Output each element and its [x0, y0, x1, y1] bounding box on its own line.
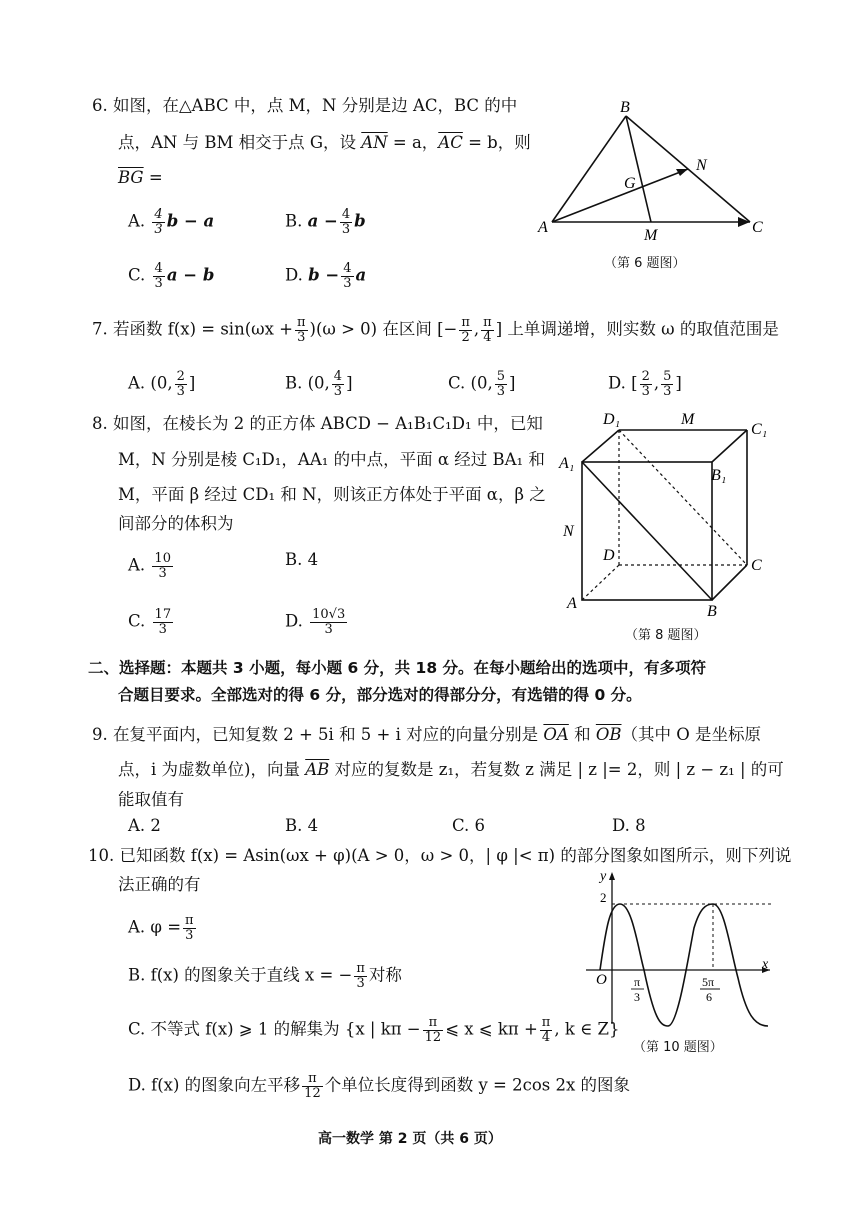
q9-option-d: D. 8 — [612, 816, 646, 835]
tick-pi-3-den: 3 — [634, 990, 640, 1004]
q6-option-a: A. $\frac{4}{3}$ b − a — [128, 207, 215, 237]
q8-line2: M，N 分别是棱 C₁D₁，AA₁ 的中点，平面 α 经过 BA₁ 和 — [118, 450, 545, 469]
label-two: 2 — [600, 890, 607, 905]
q7-stem: 7. 若函数 f(x) = sin(ωx + $\frac{\pi}{3}$ )(ω > 0) 在区间 [− $\frac{\pi}{2}$ , $\frac{\pi}{4}$ ] 上单调递增，则实数 ω 的取值范围是 — [92, 315, 779, 345]
q9-option-c: C. 6 — [452, 816, 486, 835]
q6-line1: 6. 如图，在△ABC 中，点 M，N 分别是边 AC，BC 的中 — [92, 96, 518, 115]
label-m: M — [681, 411, 695, 428]
q7-option-d: D. [ $\frac{2}{3}$ , $\frac{5}{3}$ ] — [608, 369, 682, 399]
q8-line4: 间部分的体积为 — [118, 514, 234, 533]
q6-option-c: C. $\frac{4}{3}$ a − b — [128, 261, 215, 291]
label-n: N — [696, 157, 707, 174]
label-b: B — [620, 99, 630, 116]
q9-line2: 点，i 为虚数单位)，向量 $\overline{AB}$ 对应的复数是 z₁，若复数 z 满足 | z |= 2，则 | z − z₁ | 的可 — [118, 760, 784, 779]
tick-pi-3-num: π — [634, 975, 641, 989]
page-footer: 高一数学 第 2 页（共 6 页） — [318, 1131, 502, 1147]
label-d1: D₁ — [603, 411, 621, 428]
q9-option-a: A. 2 — [128, 816, 161, 835]
q10-line2: 法正确的有 — [118, 875, 201, 894]
label-x: x — [762, 957, 769, 972]
label-c: C — [751, 557, 762, 574]
q8-line3: M，平面 β 经过 CD₁ 和 N，则该正方体处于平面 α，β 之 — [118, 485, 546, 504]
q8-cube-figure — [555, 410, 815, 620]
q10-sine-graph — [578, 868, 778, 1028]
q10-caption: （第 10 题图） — [633, 1040, 723, 1055]
q6-caption: （第 6 题图） — [604, 256, 686, 271]
q8-option-c: C. $\frac{17}{3}$ — [128, 607, 172, 637]
q10-option-b: B. f(x) 的图象关于直线 x = − $\frac{\pi}{3}$ 对称 — [128, 961, 402, 991]
q8-option-b: B. 4 — [285, 550, 319, 569]
tick-5pi-6-den: 6 — [706, 990, 712, 1004]
label-a1: A₁ — [559, 455, 575, 472]
q8-caption: （第 8 题图） — [625, 628, 707, 643]
label-o: O — [596, 972, 607, 988]
q10-option-c: C. 不等式 f(x) ⩾ 1 的解集为 {x | kπ − $\frac{\pi}{12}$ ⩽ x ⩽ kπ + $\frac{\pi}{4}$ , k ∈ Z} — [128, 1015, 620, 1045]
label-m: M — [644, 227, 658, 244]
q9-option-b: B. 4 — [285, 816, 319, 835]
tick-5pi-6-num: 5π — [702, 975, 715, 989]
q6-triangle-figure — [530, 98, 780, 246]
q8-option-a: A. $\frac{10}{3}$ — [128, 551, 171, 581]
label-b: B — [707, 603, 717, 620]
q10-option-d: D. f(x) 的图象向左平移 $\frac{\pi}{12}$ 个单位长度得到函数 y = 2cos 2x 的图象 — [128, 1071, 631, 1101]
label-d: D — [603, 547, 615, 564]
q6-line3: $\overline{BG}$ = — [118, 168, 163, 187]
label-c: C — [752, 219, 763, 236]
q7-option-a: A. (0, $\frac{2}{3}$ ] — [128, 369, 196, 399]
q9-line3: 能取值有 — [118, 790, 184, 809]
q8-option-d: D. $\frac{10√3}{3}$ — [285, 607, 346, 637]
label-a: A — [538, 219, 548, 236]
q7-option-c: C. (0, $\frac{5}{3}$ ] — [448, 369, 516, 399]
section-2-heading: 二、选择题：本题共 3 小题，每小题 6 分，共 18 分。在每小题给出的选项中，有多项符 — [88, 659, 707, 677]
label-n: N — [563, 523, 574, 540]
q9-line1: 9. 在复平面内，已知复数 2 + 5i 和 5 + i 对应的向量分别是 $\overline{OA}$ 和 $\overline{OB}$（其中 O 是坐标原 — [92, 725, 762, 744]
q6-option-d: D. b − $\frac{4}{3}$ a — [285, 261, 367, 291]
label-y: y — [600, 869, 607, 884]
label-a: A — [567, 595, 577, 612]
q7-option-b: B. (0, $\frac{4}{3}$ ] — [285, 369, 353, 399]
label-b1: B₁ — [711, 467, 727, 484]
q8-line1: 8. 如图，在棱长为 2 的正方体 ABCD − A₁B₁C₁D₁ 中，已知 — [92, 414, 543, 433]
q6-line2: 点，AN 与 BM 相交于点 G，设 $\overline{AN} = a$，$\overline{AC} = b$，则 — [118, 133, 531, 152]
label-c1: C₁ — [751, 421, 768, 438]
q10-line1: 10. 已知函数 f(x) = Asin(ωx + φ)(A > 0，ω > 0，| φ |< π) 的部分图象如图所示，则下列说 — [88, 846, 792, 865]
section-2-heading-line2: 合题目要求。全部选对的得 6 分，部分选对的得部分分，有选错的得 0 分。 — [118, 686, 642, 704]
q6-option-b: B. a − $\frac{4}{3}$ b — [285, 207, 366, 237]
label-g: G — [624, 175, 636, 192]
q10-option-a: A. φ = $\frac{\pi}{3}$ — [128, 913, 194, 943]
